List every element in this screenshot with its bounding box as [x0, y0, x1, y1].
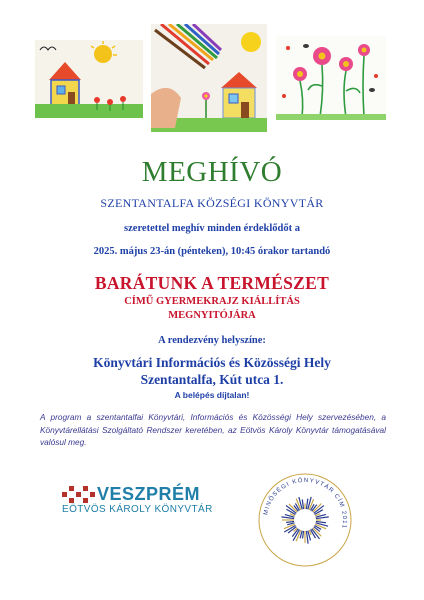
event-date: 2025. május 23-án (pénteken), 10:45 órakor tartandó: [93, 246, 331, 257]
child-drawing-flowers: [276, 36, 386, 120]
logo-sub-text: EÖTVÖS KÁROLY KÖNYVTÁR: [62, 504, 213, 515]
exhibition-subtitle-2: MEGNYITÓJÁRA: [168, 310, 256, 321]
exhibition-subtitle: CÍMŰ GYERMEKRAJZ KIÁLLÍTÁS: [124, 296, 300, 307]
library-name: SZENTANTALFA KÖZSÉGI KÖNYVTÁR: [100, 196, 324, 210]
venue-label: A rendezvény helyszíne:: [158, 335, 266, 346]
venue-name: Könyvtári Információs és Közösségi Hely: [93, 355, 331, 370]
logo-main-text: VESZPRÉM: [97, 484, 201, 504]
exhibition-title: BARÁTUNK A TERMÉSZET: [94, 273, 330, 293]
child-drawing-crayons: [151, 24, 267, 132]
sponsor-note: A program a szentantalfai Könyvtári, Információs és Közösségi Hely szervezésében, a Könyvtárellátási Szolgáltató Rendszer keretében, az Eötvös Károly Könyvtár támogatásával valósul meg.: [40, 412, 386, 447]
invite-line: szeretettel meghív minden érdeklődőt a: [124, 223, 300, 234]
quality-library-seal: [255, 470, 355, 570]
logo-grid-icon: [62, 484, 96, 506]
venue-address: Szentantalfa, Kút utca 1.: [140, 372, 284, 387]
page-title: MEGHÍVÓ: [141, 156, 283, 188]
svg-text:MINŐSÉGI KÖNYVTÁR CÍM 2011: MINŐSÉGI KÖNYVTÁR CÍM 2011: [263, 477, 348, 530]
free-entry-note: A belépés díjtalan!: [174, 390, 250, 400]
child-drawing-house: [35, 40, 143, 118]
